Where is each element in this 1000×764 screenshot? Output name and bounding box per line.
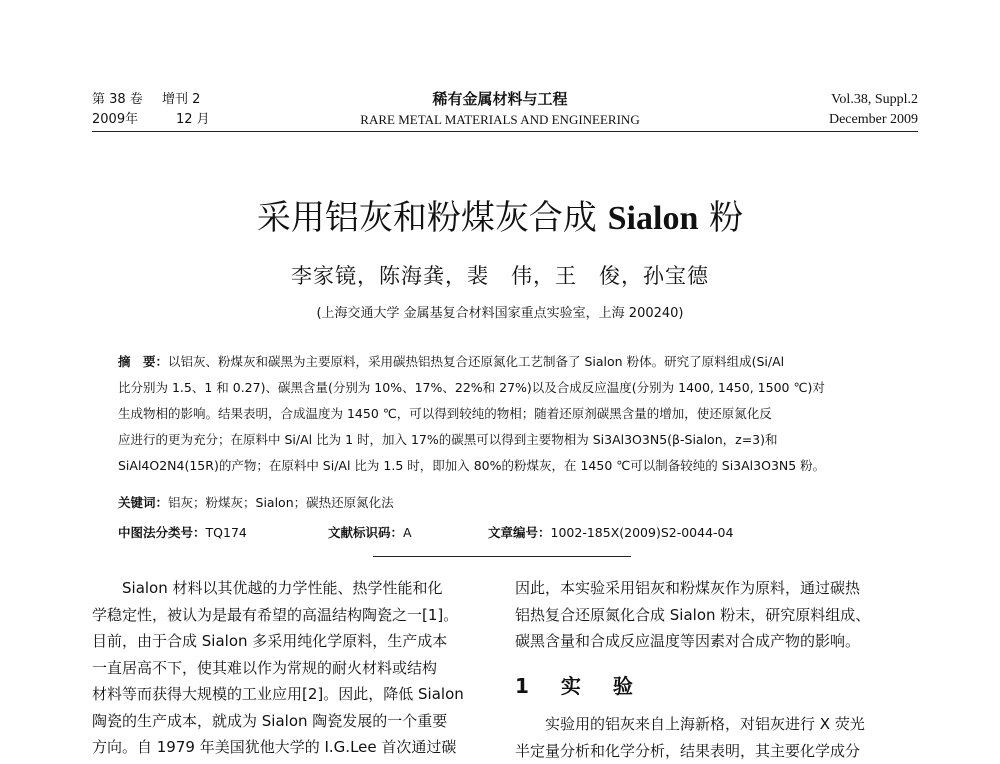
volume-en: Vol.38, Suppl.2 (831, 92, 918, 108)
title-latin: Sialon (608, 200, 699, 237)
body-left-line: 目前，由于合成 Sialon 多采用纯化学原料，生产成本 (92, 628, 500, 655)
doc-label: 文献标识码： (328, 525, 403, 540)
body-left-line: Sialon 材料以其优越的力学性能、热学性能和化 (92, 575, 500, 602)
journal-title-cn: 稀有金属材料与工程 (0, 91, 1000, 107)
clc-value: TQ174 (206, 525, 247, 540)
body-right-line: 因此，本实验采用铝灰和粉煤灰作为原料，通过碳热 (515, 575, 923, 602)
affiliation: (上海交通大学 金属基复合材料国家重点实验室，上海 200240) (0, 302, 1000, 321)
article-number (488, 523, 733, 541)
article-value: 1002-185X(2009)S2-0044-04 (551, 525, 734, 540)
clc-code (118, 523, 247, 541)
keywords-label: 关键词： (118, 495, 168, 510)
abstract-line-3: 生成物相的影响。结果表明，合成温度为 1450 ℃，可以得到较纯的物相；随着还原剂碳黑含量的增加，使还原氮化反 (118, 401, 888, 427)
year-cn: 2009年 (92, 112, 138, 128)
volume-cn: 第 38 卷 (92, 92, 143, 108)
title-cn: 采用铝灰和粉煤灰合成 (257, 198, 608, 238)
abstract (118, 349, 888, 479)
body-right-line: 实验用的铝灰来自上海新格，对铝灰进行 X 荧光 (515, 711, 923, 738)
body-left-line: 材料等而获得大规模的工业应用[2]。因此，降低 Sialon (92, 681, 500, 708)
abstract-line-5: SiAl4O2N4(15R)的产物；在原料中 Si/Al 比为 1.5 时，即加入 80%的粉煤灰，在 1450 ℃可以制备较纯的 Si3Al3O3N5 粉。 (118, 453, 888, 479)
body-left-line: 一直居高不下，使其难以作为常规的耐火材料或结构 (92, 655, 500, 682)
body-right-line: 碳黑含量和合成反应温度等因素对合成产物的影响。 (515, 628, 923, 655)
doc-value: A (403, 525, 412, 540)
doc-code (328, 523, 412, 541)
body-left-column (92, 575, 500, 761)
abstract-line-2: 比分别为 1.5、1 和 0.27)、碳黑含量(分别为 10%、17%、22%和 27%)以及合成反应温度(分别为 1400, 1450, 1500 ℃)对 (118, 375, 888, 401)
keywords-text: 铝灰；粉煤灰；Sialon；碳热还原氮化法 (168, 495, 394, 510)
body-right-line: 半定量分析和化学分析，结果表明，其主要化学成分 (515, 738, 923, 764)
title-tail: 粉 (698, 198, 743, 238)
clc-label: 中图法分类号： (118, 525, 206, 540)
body-left-line: 学稳定性，被认为是最有希望的高温结构陶瓷之一[1]。 (92, 602, 500, 629)
journal-title-en: RARE METAL MATERIALS AND ENGINEERING (0, 112, 1000, 128)
body-left-line: 陶瓷的生产成本，就成为 Sialon 陶瓷发展的一个重要 (92, 708, 500, 735)
abstract-label: 摘 要： (118, 354, 168, 369)
issue-cn: 增刊 2 (162, 92, 200, 108)
body-left-line: 方向。自 1979 年美国犹他大学的 I.G.Lee 首次通过碳 (92, 734, 500, 761)
section-heading: 1 实 验 (515, 673, 923, 700)
body-right-column (515, 575, 923, 764)
abstract-line-1 (118, 349, 888, 375)
abstract-rule (373, 556, 631, 557)
authors: 李家镜，陈海龚，裴 伟，王 俊，孙宝德 (0, 260, 1000, 290)
month-cn: 12 月 (176, 112, 210, 128)
header-rule (92, 131, 918, 132)
body-right-line: 铝热复合还原氮化合成 Sialon 粉末，研究原料组成、 (515, 602, 923, 629)
date-en: December 2009 (829, 112, 918, 128)
article-label: 文章编号： (488, 525, 551, 540)
abstract-line-4: 应进行的更为充分；在原料中 Si/Al 比为 1 时，加入 17%的碳黑可以得到主要物相为 Si3Al3O3N5(β-Sialon，z=3)和 (118, 427, 888, 453)
keywords (118, 493, 394, 511)
article-title (0, 190, 1000, 239)
abstract-line-1-text: 以铝灰、粉煤灰和碳黑为主要原料，采用碳热铝热复合还原氮化工艺制备了 Sialon 粉体。研究了原料组成(Si/Al (168, 354, 784, 369)
